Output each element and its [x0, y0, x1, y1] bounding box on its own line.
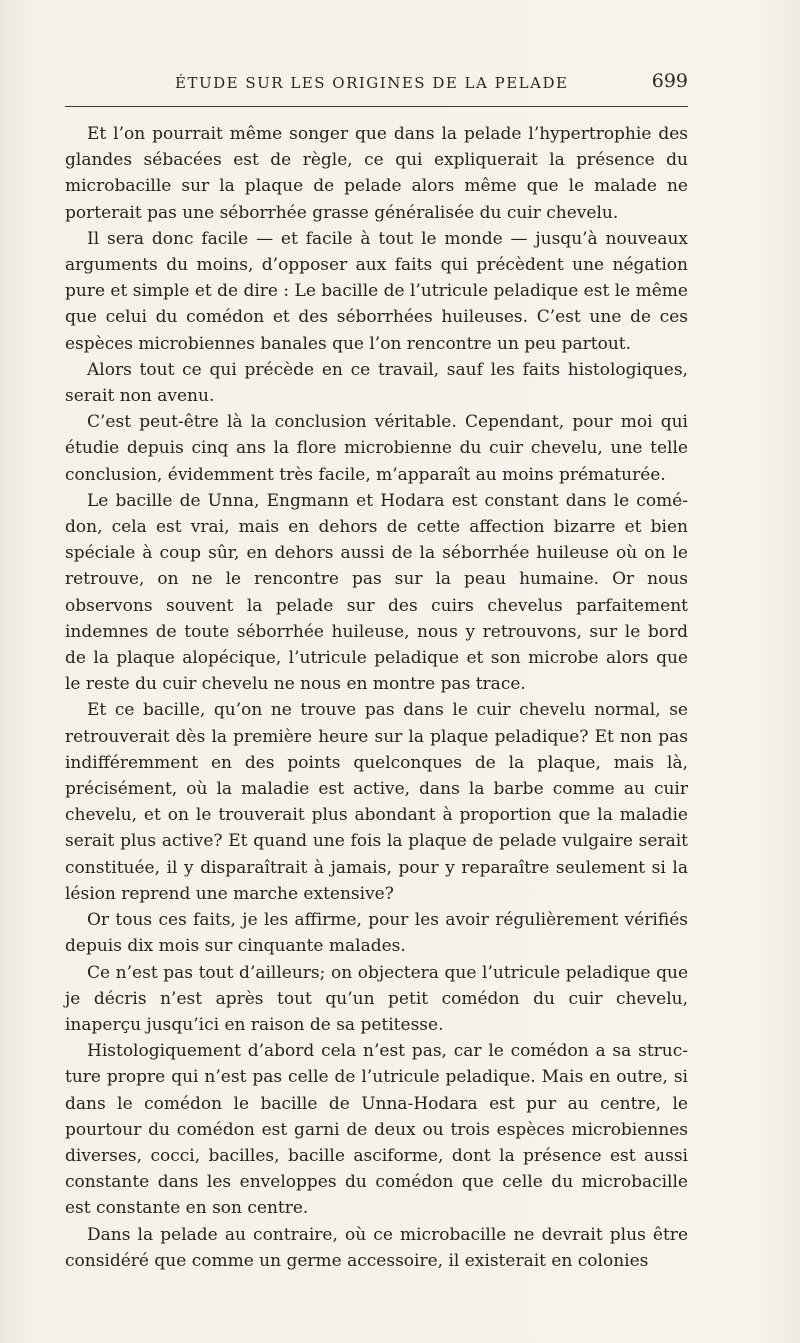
paragraph: C’est peut-être là la conclusion véritable. Cependant, pour moi qui étudie depuis cinq ans la flore microbienne du cuir chevelu, une telle conclusion, évidemment très facile, m’apparaît au moins prématurée. [65, 412, 688, 485]
header-rule [65, 106, 688, 107]
paragraph: Alors tout ce qui précède en ce travail, sauf les faits histologiques, serait non avenu. [65, 359, 688, 407]
paragraph: Or tous ces faits, je les affirme, pour les avoir régulièrement vérifiés depuis dix mois sur cinquante malades. [65, 910, 688, 957]
paragraph: Il sera donc facile — et facile à tout le monde — jusqu’à nouveaux arguments du moins, d’opposer aux faits qui précèdent une négation pure et simple et de dire : Le bacille de l’utricule peladique est le même que celui du comédon et des séborrhées huileuses. C’est une de ces espèces microbiennes banales que l’on rencontre un peu partout. [65, 228, 688, 354]
page-number: 699 [651, 70, 688, 92]
running-title: ÉTUDE SUR LES ORIGINES DE LA PELADE [175, 74, 569, 92]
paragraph: Histologiquement d’abord cela n’est pas, car le comédon a sa structure propre qui n’est pas celle de l’utricule peladique. Mais en outre, si dans le comédon le bacille de Unna-Hodara est pur au centre, le pourtour du comédon est garni de deux ou trois espèces microbiennes diverses, cocci, bacilles, bacille asciforme, dont la présence est aussi constante dans les enveloppes du comédon que celle du microbacille est constante en son centre. [65, 1041, 688, 1219]
paragraph: Et ce bacille, qu’on ne trouve pas dans le cuir chevelu normal, se retrouverait dès la première heure sur la plaque peladique? Et non pas indifféremment en des points quelconques de la plaque, mais là, précisément, où la maladie est active, dans la barbe comme au cuir chevelu, et on le trouverait plus abondant à proportion que la maladie serait plus active? Et quand une fois la plaque de pelade vulgaire serait constituée, il y disparaîtrait à jamais, pour y reparaître seulement si la lésion reprend une marche extensive? [65, 700, 688, 904]
paragraph: Ce n’est pas tout d’ailleurs; on objectera que l’utricule peladique que je décris n’est après tout qu’un petit comédon du cuir chevelu, inaperçu jusqu’ici en raison de sa petitesse. [65, 962, 688, 1035]
body-text [65, 121, 688, 1274]
paragraph: Le bacille de Unna, Engmann et Hodara est constant dans le comédon, cela est vrai, mais en dehors de cette affection bizarre et bien spéciale à coup sûr, en dehors aussi de la séborrhée huileuse où on le retrouve, on ne le rencontre pas sur la peau humaine. Or nous observons souvent la pelade sur des cuirs chevelus parfaitement indemnes de toute séborrhée huileuse, nous y retrouvons, sur le bord de la plaque alopécique, l’utricule peladique et son microbe alors que le reste du cuir chevelu ne nous en montre pas trace. [65, 490, 688, 695]
paragraph: Et l’on pourrait même songer que dans la pelade l’hypertrophie des glandes sébacées est de règle, ce qui expliquerait la présence du microbacille sur la plaque de pelade alors même que le malade ne porterait pas une séborrhée grasse généralisée du cuir chevelu. [65, 124, 688, 223]
paragraph: Dans la pelade au contraire, où ce microbacille ne devrait plus être considéré que comme un germe accessoire, il existerait en colonies [65, 1224, 688, 1271]
page-header [65, 70, 688, 100]
